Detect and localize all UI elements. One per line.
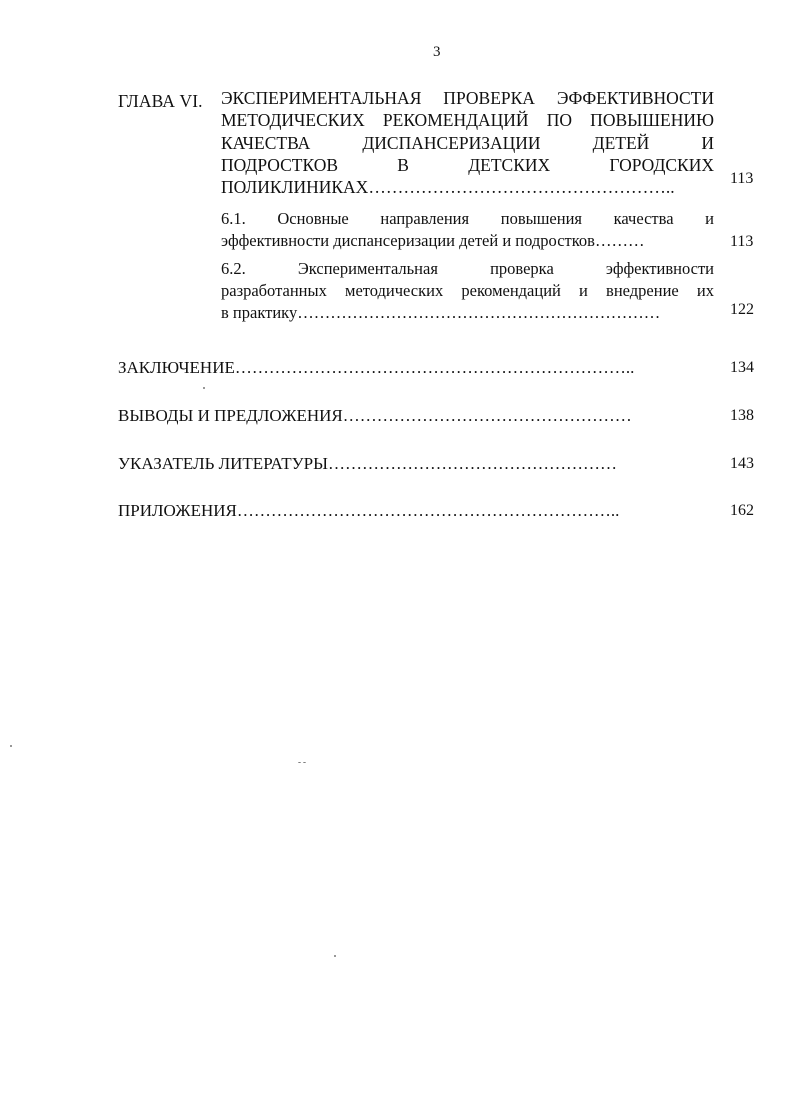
chapter-title-line: ЭКСПЕРИМЕНТАЛЬНАЯ ПРОВЕРКА ЭФФЕКТИВНОСТИ — [221, 88, 714, 108]
scan-speck — [334, 955, 336, 957]
toc-entry-bibliography: УКАЗАТЕЛЬ ЛИТЕРАТУРЫ…………………………………………… — [118, 454, 617, 473]
section-line: в практику………………………………………………………… — [221, 303, 661, 322]
chapter-page-number: 113 — [730, 170, 754, 187]
section-line: 6.2. Экспериментальная проверка эффективности — [221, 259, 714, 278]
chapter-title-line: МЕТОДИЧЕСКИХ РЕКОМЕНДАЦИЙ ПО ПОВЫШЕНИЮ — [221, 110, 714, 131]
chapter-title-line: ПОДРОСТКОВ В ДЕТСКИХ ГОРОДСКИХ — [221, 154, 714, 175]
section-line: 6.1. Основные направления повышения качества и — [221, 209, 714, 228]
scan-speck — [203, 387, 205, 389]
chapter-label: ГЛАВА VI. — [118, 91, 203, 111]
toc-entry-bibliography-page: 143 — [730, 455, 754, 472]
section-6-2 — [221, 258, 714, 324]
chapter-title-line: КАЧЕСТВА ДИСПАНСЕРИЗАЦИИ ДЕТЕЙ И — [221, 132, 714, 153]
toc-entry-findings: ВЫВОДЫ И ПРЕДЛОЖЕНИЯ…………………………………………… — [118, 406, 632, 425]
section-line: эффективности диспансеризации детей и подростков……… — [221, 231, 645, 250]
section-line: разработанных методических рекомендаций и внедрение их — [221, 281, 714, 300]
section-6-1-page-number: 113 — [730, 233, 754, 250]
toc-entry-appendices-page: 162 — [730, 502, 754, 519]
toc-entry-conclusion-page: 134 — [730, 359, 754, 376]
scan-speck — [298, 762, 301, 763]
toc-entry-findings-page: 138 — [730, 407, 754, 424]
toc-entry-appendices: ПРИЛОЖЕНИЯ………………………………………………………….. — [118, 501, 620, 520]
page-number: 3 — [433, 44, 441, 60]
section-6-1 — [221, 208, 714, 252]
section-6-2-page-number: 122 — [730, 301, 754, 318]
scan-speck — [10, 745, 12, 747]
toc-entry-conclusion: ЗАКЛЮЧЕНИЕ…………………………………………………………….. — [118, 358, 635, 377]
chapter-title — [221, 87, 714, 198]
chapter-title-line: ПОЛИКЛИНИКАХ…………………………………………….. — [221, 177, 675, 198]
scan-speck — [303, 762, 306, 763]
